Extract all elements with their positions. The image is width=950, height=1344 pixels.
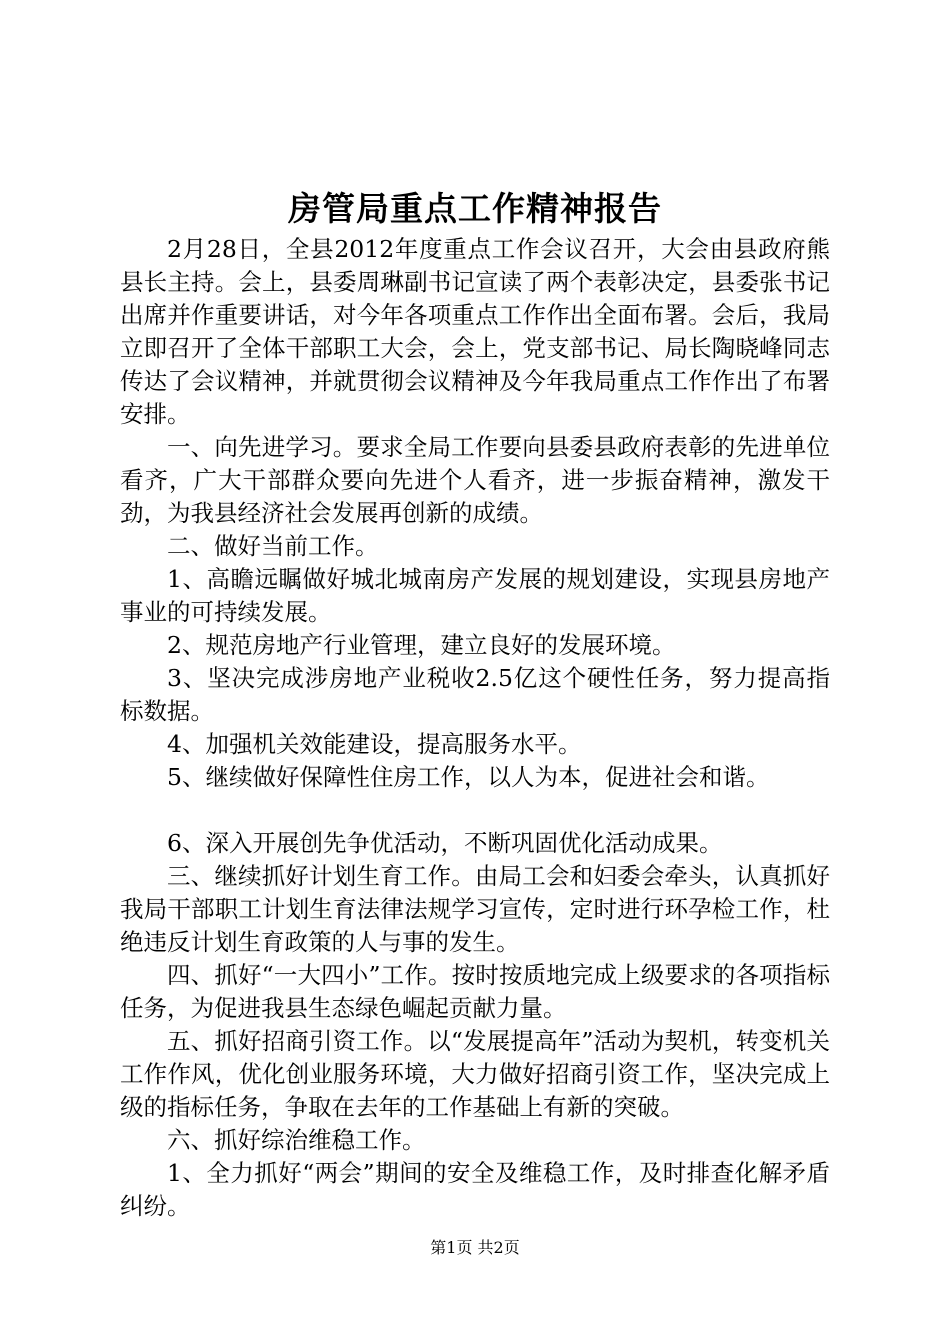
section-2-item-2: 2、规范房地产行业管理，建立良好的发展环境。 xyxy=(167,631,676,659)
section-2-item-4: 4、加强机关效能建设，提高服务水平。 xyxy=(167,730,582,758)
section-6-heading: 六、抓好综治维稳工作。 xyxy=(167,1126,426,1154)
section-5-paragraph: 五、抓好招商引资工作。以“发展提高年”活动为契机，转变机关工作作风，优化创业服务环境，大力做好招商引资工作，坚决完成上级的指标任务，争取在去年的工作基础上有新的突破。 xyxy=(120,1027,830,1121)
section-2-item-1: 1、高瞻远瞩做好城北城南房产发展的规划建设，实现县房地产事业的可持续发展。 xyxy=(120,565,830,626)
document-body xyxy=(120,233,830,1223)
page-number-footer: 第1页 共2页 xyxy=(430,1238,520,1257)
section-2-item-3: 3、坚决完成涉房地产业税收2.5亿这个硬性任务，努力提高指标数据。 xyxy=(120,664,830,725)
section-2-heading: 二、做好当前工作。 xyxy=(167,532,379,560)
section-3-paragraph: 三、继续抓好计划生育工作。由局工会和妇委会牵头，认真抓好我局干部职工计划生育法律法规学习宣传，定时进行环孕检工作，杜绝违反计划生育政策的人与事的发生。 xyxy=(120,862,830,956)
section-4-paragraph: 四、抓好“一大四小”工作。按时按质地完成上级要求的各项指标任务，为促进我县生态绿色崛起贡献力量。 xyxy=(120,961,830,1022)
section-2-item-6: 6、深入开展创先争优活动，不断巩固优化活动成果。 xyxy=(167,829,723,857)
document-title: 房管局重点工作精神报告 xyxy=(288,189,662,228)
intro-paragraph: 2月28日，全县2012年度重点工作会议召开，大会由县政府熊县长主持。会上，县委周琳副书记宣读了两个表彰决定，县委张书记出席并作重要讲话，对今年各项重点工作作出全面布署。会后，我局立即召开了全体干部职工大会，会上，党支部书记、局长陶晓峰同志传达了会议精神，并就贯彻会议精神及今年我局重点工作作出了布署安排。 xyxy=(120,235,830,428)
section-1-paragraph: 一、向先进学习。要求全局工作要向县委县政府表彰的先进单位看齐，广大干部群众要向先进个人看齐，进一步振奋精神，激发干劲，为我县经济社会发展再创新的成绩。 xyxy=(120,433,830,527)
section-6-item-1: 1、全力抓好“两会”期间的安全及维稳工作，及时排查化解矛盾纠纷。 xyxy=(120,1159,830,1220)
section-2-item-5: 5、继续做好保障性住房工作，以人为本，促进社会和谐。 xyxy=(167,763,770,791)
